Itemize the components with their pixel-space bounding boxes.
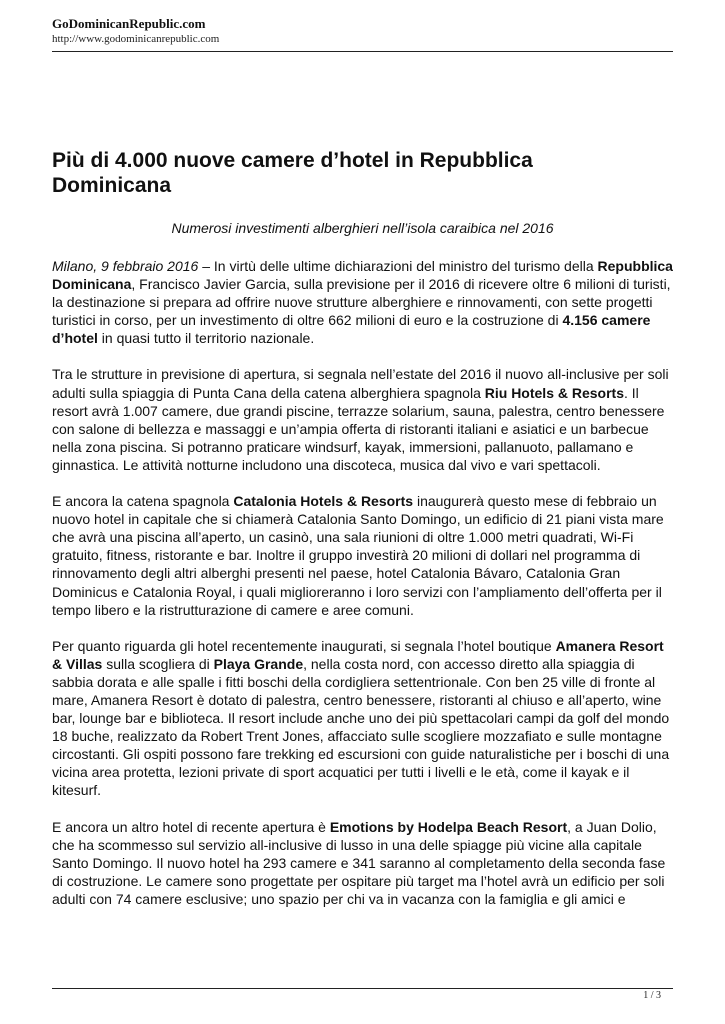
highlight-playa-grande: Playa Grande (213, 655, 304, 672)
paragraph-catalonia: E ancora la catena spagnola Catalonia Hotels & Resorts inaugurerà questo mese di febbraio un nuovo hotel in capitale che si chiamerà Catalonia Santo Domingo, un edificio di 21 piani vista mare che avrà una piscina all’aperto, un casinò, una sala riunioni di oltre 1.000 metri quadrati, Wi-Fi gratuito, fitness, ristorante e bar. Inoltre il gruppo investirà 20 milioni di dollari nel programma di rinnovamento degli altri alberghi presenti nel paese, hotel Catalonia Bávaro, Catalonia Gran Dominicus e Catalonia Royal, i quali miglioreranno i loro servizi con l’ampliamento dell’offerta per il tempo libero e la ristrutturazione di camere e aree comuni. (52, 493, 664, 618)
article-title: Più di 4.000 nuove camere d’hotel in Repubblica Dominicana (52, 149, 533, 197)
highlight-emotions-hodelpa: Emotions by Hodelpa Beach Resort (329, 818, 568, 835)
article-subtitle: Numerosi investimenti alberghieri nell’isola caraibica nel 2016 (171, 220, 554, 236)
highlight-amanera-resort: Amanera Resort & Villas (52, 637, 664, 672)
site-url[interactable]: http://www.godominicanrepublic.com (52, 33, 220, 45)
dateline: Milano, 9 febbraio 2016 (52, 258, 199, 274)
paragraph-amanera: Per quanto riguarda gli hotel recentemente inaugurati, si segnala l’hotel boutique Amanera Resort & Villas sulla scogliera di Playa Grande, nella costa nord, con accesso diretto alla spiaggia di sabbia dorata e alle spalle i fitti boschi della cordigliera settentrionale. Con ben 25 ville di fronte al mare, Amanera Resort è dotato di palestra, centro benessere, ristoranti al chiuso e all’aperto, wine bar, lounge bar e biblioteca. Il resort include anche uno dei più spettacolari campi da golf del mondo 18 buche, realizzato da Robert Trent Jones, affacciato sulle scogliere mozzafiato e sulle montagne circostanti. Gli ospiti possono fare trekking ed escursioni con guide naturalistiche per i boschi di una vicina area protetta, lezioni private di sport acquatici per tutti i livelli e le età, come il kayak e il kitesurf. (52, 637, 670, 799)
article-body (52, 257, 677, 926)
footer-divider (52, 988, 673, 989)
highlight-repubblica-dominicana: Repubblica Dominicana (52, 258, 673, 293)
page-number: 1 / 3 (643, 990, 661, 1001)
site-name: GoDominicanRepublic.com (52, 16, 206, 31)
highlight-catalonia-hotels: Catalonia Hotels & Resorts (233, 493, 414, 510)
header-divider (52, 51, 673, 52)
highlight-room-count: 4.156 camere d’hotel (52, 312, 651, 347)
page-header (52, 16, 672, 46)
paragraph-emotions: E ancora un altro hotel di recente apertura è Emotions by Hodelpa Beach Resort, a Juan Dolio, che ha scommesso sul servizio all-inclusive di lusso in una delle spiagge più vicine alla capitale Santo Domingo. Il nuovo hotel ha 293 camere e 341 saranno al completamento della seconda fase di costruzione. Le camere sono progettate per ospitare più target ma l’hotel avrà un edificio per soli adulti con 74 camere esclusive; uno spazio per chi va in vacanza con la famiglia e gli amici e (52, 818, 666, 907)
paragraph-riu: Tra le strutture in previsione di apertura, si segnala nell’estate del 2016 il nuovo all-inclusive per soli adulti sulla spiaggia di Punta Cana della catena alberghiera spagnola Riu Hotels & Resorts. Il resort avrà 1.007 camere, due grandi piscine, terrazze solarium, sauna, palestra, centro benessere con salone di bellezza e massaggi e un’ampia offerta di ristoranti italiani e asiatici e un barbecue nella zona piscina. Si potranno praticare windsurf, kayak, immersioni, pallanuoto, pallamano e ginnastica. Le attività notturne includono una discoteca, musica dal vivo e vari spettacoli. (52, 366, 669, 473)
paragraph-intro: Milano, 9 febbraio 2016 – In virtù delle ultime dichiarazioni del ministro del turismo della Repubblica Dominicana, Francisco Javier Garcia, sulla previsione per il 2016 di ricevere oltre 6 milioni di turisti, la destinazione si prepara ad offrire nuove strutture alberghiere e rinnovamenti, con sette progetti turistici in corso, per un investimento di oltre 662 milioni di euro e la costruzione di 4.156 camere d’hotel in quasi tutto il territorio nazionale. (52, 258, 673, 347)
highlight-riu-hotels: Riu Hotels & Resorts (484, 384, 624, 401)
